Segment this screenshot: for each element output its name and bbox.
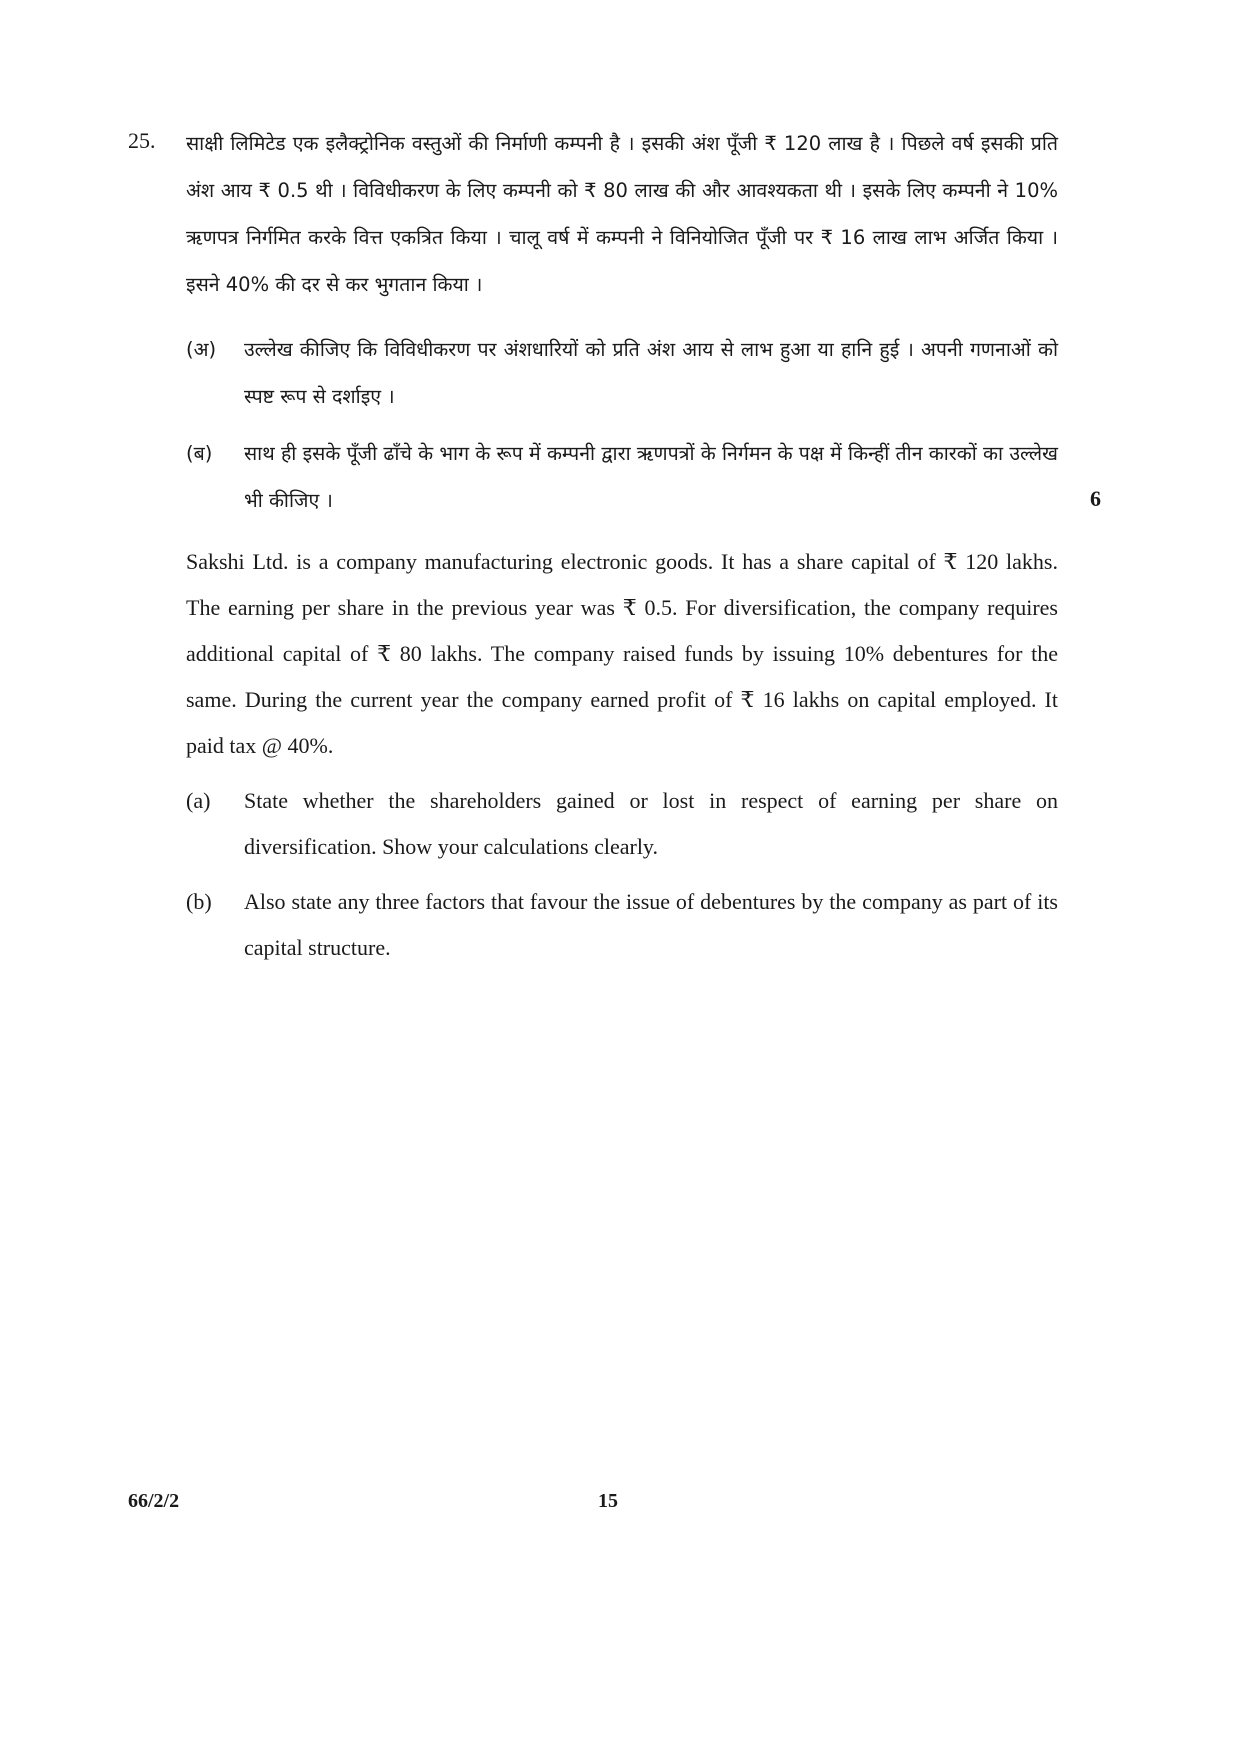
english-part-b-label: (b) [186,889,212,914]
marks: 6 [1090,486,1101,511]
hindi-part-a-label: (अ) [186,338,217,361]
page-number: 15 [598,1490,618,1512]
english-part-a-label: (a) [186,788,211,813]
english-part-a-text: State whether the shareholders gained or lost in respect of earning per share on diversification. Show your calculations clearly. [244,788,1058,859]
hindi-part-a-text: उल्लेख कीजिए कि विविधीकरण पर अंशधारियों को प्रति अंश आय से लाभ हुआ या हानि हुई । अपनी गणनाओं को स्पष्ट रूप से दर्शाइए । [244,338,1058,408]
paper-code: 66/2/2 [128,1490,180,1512]
hindi-question-text: साक्षी लिमिटेड एक इलैक्ट्रोनिक वस्तुओं की निर्माणी कम्पनी है । इसकी अंश पूँजी ₹ 120 लाख है । पिछले वर्ष इसकी प्रति अंश आय ₹ 0.5 थी । विविधीकरण के लिए कम्पनी को ₹ 80 लाख की और आवश्यकता थी । इसके लिए कम्पनी ने 10% ऋणपत्र निर्गमित करके वित्त एकत्रित किया । चालू वर्ष में कम्पनी ने विनियोजित पूँजी पर ₹ 16 लाख लाभ अर्जित किया । इसने 40% की दर से कर भुगतान किया । [186,132,1058,296]
hindi-part-b-label: (ब) [186,442,213,465]
english-part-b-text: Also state any three factors that favour the issue of debentures by the company as part of its capital structure. [244,889,1058,960]
hindi-part-b-text: साथ ही इसके पूँजी ढाँचे के भाग के रूप में कम्पनी द्वारा ऋणपत्रों के निर्गमन के पक्ष में किन्हीं तीन कारकों का उल्लेख भी कीजिए । [244,442,1058,512]
question-number: 25. [128,128,156,153]
english-question-text: Sakshi Ltd. is a company manufacturing electronic goods. It has a share capital of ₹ 120 lakhs. The earning per share in the previous year was ₹ 0.5. For diversification, the company requires additional capital of ₹ 80 lakhs. The company raised funds by issuing 10% debentures for the same. During the current year the company earned profit of ₹ 16 lakhs on capital employed. It paid tax @ 40%. [186,549,1058,758]
